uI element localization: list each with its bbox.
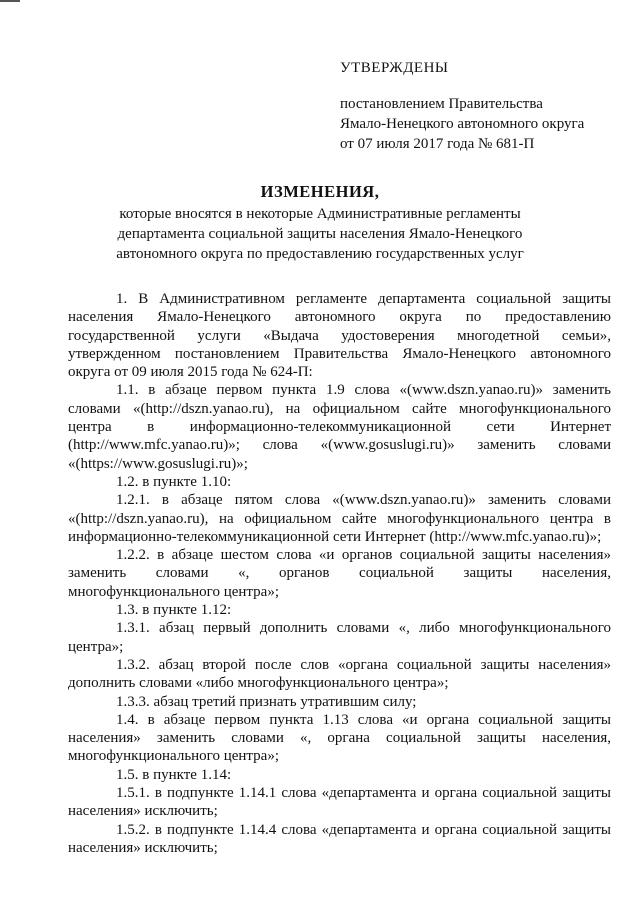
- paragraph: 1.1. в абзаце первом пункта 1.9 слова «(www.dszn.yanao.ru)» заменить словами «(http://dszn.yanao.ru), на официальном сайте многофункционального центра в информационно-телекоммуникационной сети Интернет (http://www.mfc.yanao.ru)»; слова «(www.gosuslugi.ru)» заменить словами «(https://www.gosuslugi.ru)»;: [68, 382, 611, 472]
- approval-block: [340, 58, 630, 154]
- paragraph: 1.5. в пункте 1.14:: [116, 766, 232, 783]
- paragraph: 1.2.2. в абзаце шестом слова «и органов социальной защиты населения» заменить словами «, органов социальной защиты населения, многофункционального центра»;: [68, 547, 611, 600]
- subtitle-line: автономного округа по предоставлению государственных услуг: [116, 246, 524, 262]
- paragraph: 1.3.3. абзац третий признать утратившим силу;: [116, 693, 417, 710]
- document-body: [68, 290, 611, 857]
- scan-edge-mark: [0, 0, 20, 2]
- approval-line: от 07 июля 2017 года № 681-П: [340, 136, 535, 152]
- paragraph: 1.5.2. в подпункте 1.14.4 слова «департамента и органа социальной защиты населения» исключить;: [68, 821, 611, 856]
- paragraph: 1.5.1. в подпункте 1.14.1 слова «департамента и органа социальной защиты населения» исключить;: [68, 785, 611, 820]
- paragraph: 1.3.2. абзац второй после слов «органа социальной защиты населения» дополнить словами «либо многофункционального центра»;: [68, 656, 611, 692]
- approval-title: УТВЕРЖДЕНЫ: [340, 60, 449, 76]
- subtitle-line: которые вносятся в некоторые Административные регламенты: [119, 206, 521, 222]
- subtitle-line: департамента социальной защиты населения Ямало-Ненецкого: [117, 226, 523, 242]
- paragraph: 1.3. в пункте 1.12:: [116, 602, 232, 619]
- paragraph: 1.2. в пункте 1.10:: [116, 473, 232, 490]
- paragraph: 1.4. в абзаце первом пункта 1.13 слова «и органа социальной защиты населения» заменить словами «, органа социальной защиты населения, многофункционального центра»;: [68, 711, 611, 765]
- paragraph: 1.2.1. в абзаце пятом слова «(www.dszn.yanao.ru)» заменить словами «(http://dszn.yanao.ru), на официальном сайте многофункционального центра в информационно-телекоммуникационной сети Интернет (http://www.mfc.yanao.ru)»;: [68, 492, 611, 545]
- document-heading: ИЗМЕНЕНИЯ,: [260, 182, 380, 201]
- paragraph: 1. В Административном регламенте департамента социальной защиты населения Ямало-Ненецкого автономного округа по предоставлению государственной услуги «Выдача удостоверения многодетной семьи», утвержденном постановлением Правительства Ямало-Ненецкого автономного округа от 09 июля 2015 года № 624-П:: [68, 291, 611, 381]
- paragraph: 1.3.1. абзац первый дополнить словами «, либо многофункционального центра»;: [68, 620, 611, 655]
- document-subtitle: [80, 204, 560, 264]
- approval-line: постановлением Правительства: [340, 96, 543, 112]
- approval-line: Ямало-Ненецкого автономного округа: [340, 116, 585, 132]
